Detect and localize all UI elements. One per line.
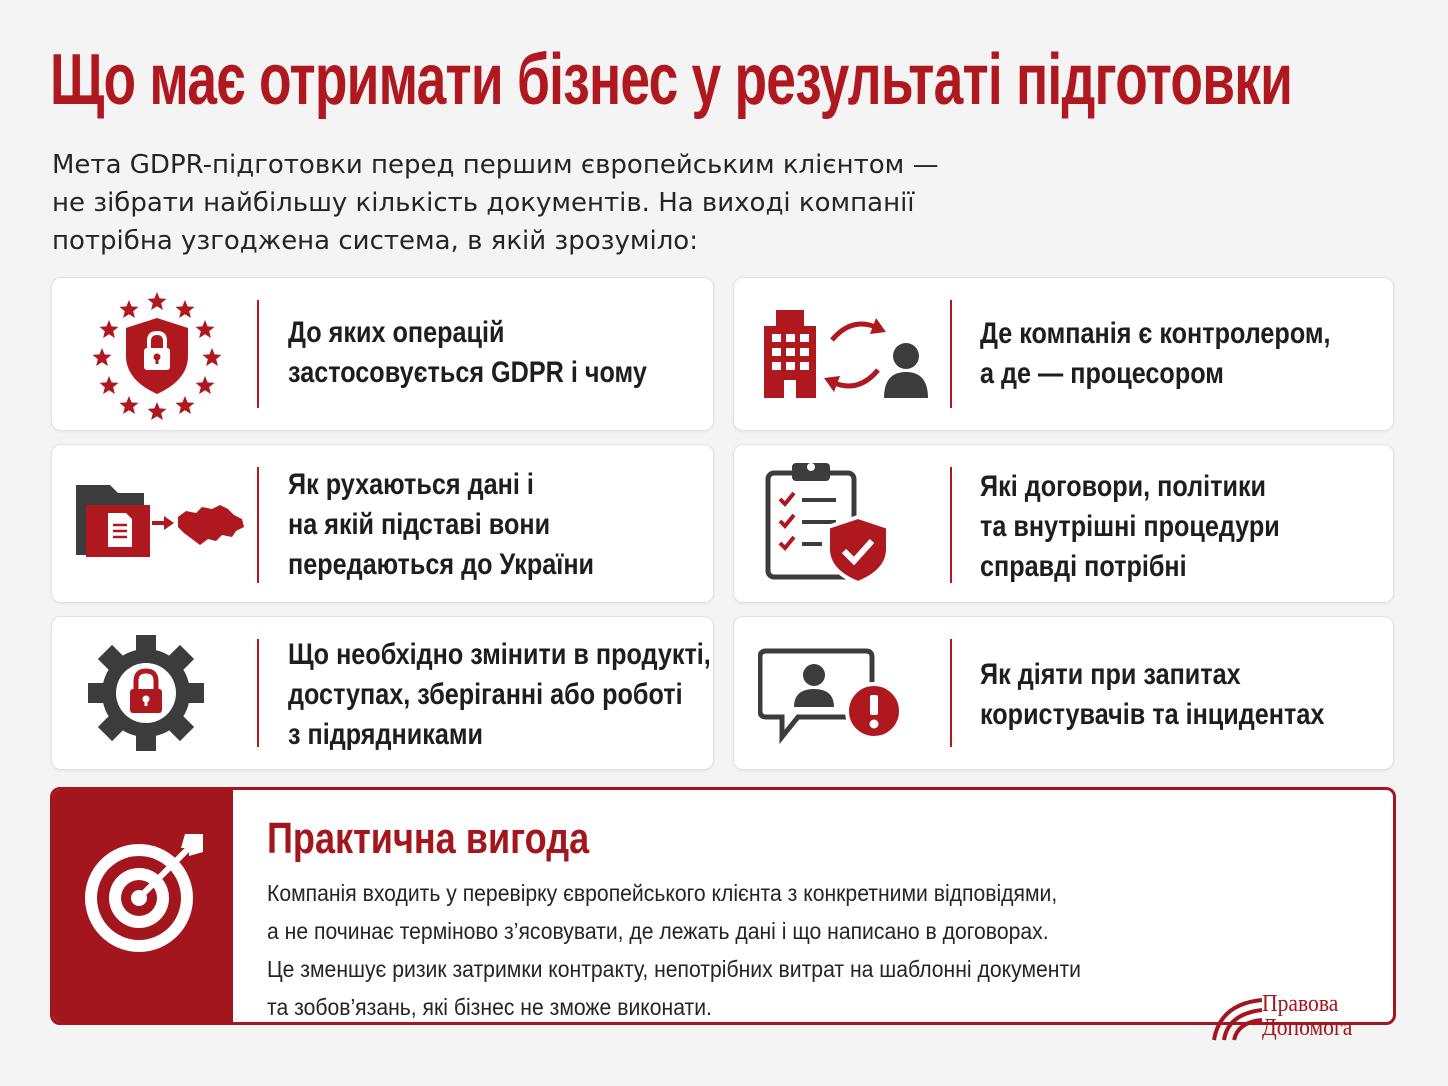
logo-arcs-icon — [1210, 994, 1270, 1042]
target-arrow-icon — [81, 826, 211, 956]
card-line: та внутрішні процедури — [980, 510, 1280, 543]
user-alert-message-icon — [758, 647, 908, 747]
logo-line-2: Допомога — [1262, 1015, 1353, 1041]
card-text — [980, 655, 1324, 735]
pravova-dopomoga-logo — [1210, 990, 1390, 1042]
card-divider — [257, 467, 259, 583]
card-data-transfer — [51, 444, 714, 603]
card-line: Як діяти при запитах — [980, 658, 1241, 691]
card-line: користувачів та інцидентах — [980, 698, 1325, 731]
folder-transfer-ukraine-icon — [74, 475, 254, 565]
card-divider — [257, 300, 259, 408]
benefit-line: та зобов’язань, які бізнес не зможе виконати. — [267, 994, 712, 1020]
benefit-text — [267, 874, 1187, 1025]
card-divider — [950, 300, 952, 408]
benefit-line: Компанія входить у перевірку європейського клієнта з конкретними відповідями, — [267, 880, 1058, 906]
card-controller-processor — [733, 277, 1394, 431]
benefit-title: Практична вигода — [267, 814, 590, 863]
card-user-requests-incidents — [733, 616, 1394, 770]
card-line: Які договори, політики — [980, 470, 1267, 503]
intro-paragraph — [52, 146, 992, 260]
eu-shield-lock-icon — [82, 290, 232, 420]
company-exchange-person-icon — [760, 298, 930, 398]
card-line: з підрядниками — [288, 718, 483, 751]
card-text — [288, 635, 711, 755]
card-gdpr-scope — [51, 277, 714, 431]
card-divider — [950, 639, 952, 747]
card-line: на якій підставі вони — [288, 508, 551, 541]
card-line: справді потрібні — [980, 550, 1187, 583]
card-line: а де — процесором — [980, 357, 1224, 390]
card-line: доступах, зберіганні або роботі — [288, 678, 683, 711]
card-contracts-policies — [733, 444, 1394, 603]
card-text — [980, 467, 1280, 587]
benefit-line: Це зменшує ризик затримки контракту, непотрібних витрат на шаблонні документи — [267, 956, 1081, 982]
logo-line-1: Правова — [1262, 991, 1339, 1017]
card-text — [288, 313, 647, 393]
card-product-changes — [51, 616, 714, 770]
intro-line: Мета GDPR-підготовки перед першим європейським клієнтом — — [52, 150, 939, 180]
checklist-shield-icon — [764, 459, 894, 587]
practical-benefit-panel — [50, 787, 1396, 1025]
benefit-line: а не починає терміново з’ясовувати, де лежать дані і що написано в договорах. — [267, 918, 1049, 944]
card-line: До яких операцій — [288, 316, 505, 349]
card-divider — [950, 467, 952, 583]
intro-line: потрібна узгоджена система, в якій зрозуміло: — [52, 226, 698, 256]
card-line: Де компанія є контролером, — [980, 317, 1331, 350]
card-text — [288, 465, 594, 585]
gear-lock-icon — [86, 633, 206, 753]
intro-line: не зібрати найбільшу кількість документів. На виході компанії — [52, 188, 915, 218]
card-line: застосовується GDPR і чому — [288, 356, 647, 389]
benefit-icon-panel — [53, 790, 233, 1022]
card-text — [980, 314, 1331, 394]
card-line: передаються до України — [288, 548, 595, 581]
card-line: Як рухаються дані і — [288, 468, 534, 501]
card-divider — [257, 639, 259, 747]
page-title: Що має отримати бізнес у результаті підготовки — [50, 40, 1293, 120]
card-line: Що необхідно змінити в продукті, — [288, 638, 711, 671]
